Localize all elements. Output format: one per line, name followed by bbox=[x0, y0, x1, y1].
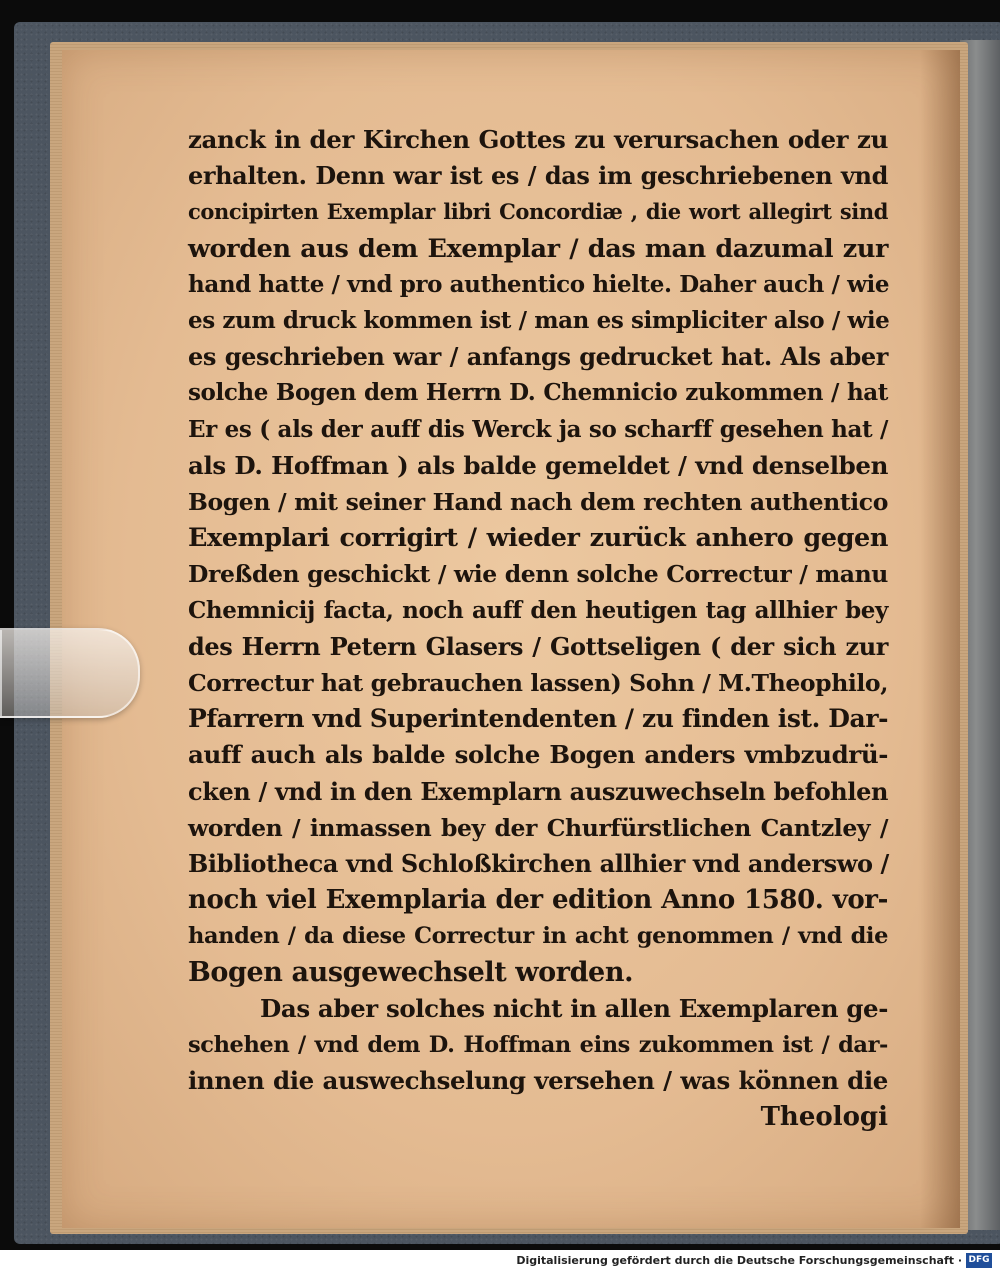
footer-bar bbox=[0, 1250, 1000, 1272]
text-line: worden aus dem Exemplar / das man dazumal zur bbox=[188, 233, 888, 264]
text-line: Bibliotheca vnd Schloßkirchen allhier vnd anderswo / bbox=[188, 849, 889, 879]
text-line: cken / vnd in den Exemplarn auszuwechseln befohlen bbox=[188, 776, 888, 806]
text-line: Bogen / mit seiner Hand nach dem rechten authentico bbox=[188, 488, 888, 517]
page-gutter-shadow bbox=[920, 50, 960, 1228]
text-line: zanck in der Kirchen Gottes zu verursachen oder zu bbox=[188, 125, 888, 154]
text-line: es zum druck kommen ist / man es simpliciter also / wie bbox=[188, 307, 890, 335]
book-page bbox=[62, 50, 960, 1228]
text-line: Das aber solches nicht in allen Exemplaren ge- bbox=[260, 993, 888, 1023]
text-line: Dreßden geschickt / wie denn solche Correctur / manu bbox=[188, 560, 888, 589]
text-line: noch viel Exemplaria der edition Anno 1580. vor- bbox=[188, 885, 888, 916]
text-line: handen / da diese Correctur in acht genommen / vnd die bbox=[188, 923, 888, 950]
text-line: solche Bogen dem Herrn D. Chemnicio zukommen / hat bbox=[188, 379, 888, 407]
catchword: Theologi bbox=[760, 1102, 888, 1133]
footer-credit: Digitalisierung gefördert durch die Deutsche Forschungsgemeinschaft · bbox=[516, 1254, 962, 1267]
text-line: worden / inmassen bey der Churfürstlichen Cantzley / bbox=[188, 813, 888, 842]
text-line: Chemnicij facta, noch auff den heutigen tag allhier bey bbox=[188, 596, 888, 624]
text-line: schehen / vnd dem D. Hoffman eins zukommen ist / dar- bbox=[188, 1032, 888, 1059]
page-text-block bbox=[188, 122, 888, 1135]
text-line: hand hatte / vnd pro authentico hielte. Daher auch / wie bbox=[188, 270, 890, 298]
text-line: erhalten. Denn war ist es / das im geschriebenen vnd bbox=[188, 161, 888, 191]
text-line: des Herrn Petern Glasers / Gottseligen ( der sich zur bbox=[188, 631, 888, 661]
text-line: Correctur hat gebrauchen lassen) Sohn / M.Theophilo, bbox=[188, 669, 888, 698]
text-line: Bogen ausgewechselt worden. bbox=[188, 956, 634, 988]
dfg-logo-icon: DFG bbox=[966, 1253, 992, 1268]
text-line: es geschrieben war / anfangs gedrucket hat. Als aber bbox=[188, 342, 888, 372]
page-clip bbox=[0, 628, 140, 718]
text-line: als D. Hoffman ) als balde gemeldet / vnd denselben bbox=[188, 450, 888, 480]
text-line: innen die auswechselung versehen / was können die bbox=[188, 1066, 888, 1096]
text-line: Pfarrern vnd Superintendenten / zu finden ist. Dar- bbox=[188, 704, 889, 734]
text-line: concipirten Exemplar libri Concordiæ , die wort allegirt sind bbox=[188, 199, 888, 225]
text-line: Exemplari corrigirt / wieder zurück anhero gegen bbox=[188, 523, 888, 554]
text-line: auff auch als balde solche Bogen anders vmbzudrü- bbox=[188, 740, 888, 770]
text-line: Er es ( als der auff dis Werck ja so scharff gesehen hat / bbox=[188, 415, 888, 443]
